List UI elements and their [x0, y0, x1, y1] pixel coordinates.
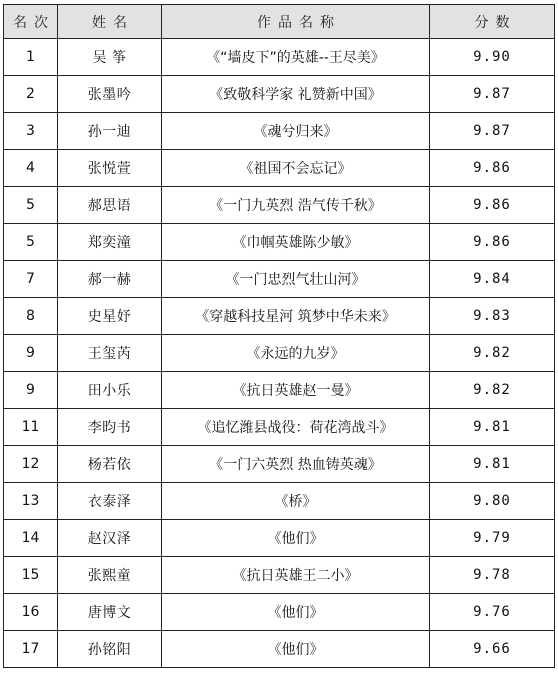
cell-score: 9.82: [430, 372, 555, 409]
cell-score: 9.84: [430, 261, 555, 298]
cell-score: 9.86: [430, 150, 555, 187]
cell-name: 吴 筝: [58, 39, 162, 76]
table-row: [4, 224, 555, 261]
cell-rank: 1: [4, 39, 58, 76]
cell-title: 《“墙皮下”的英雄--王尽美》: [162, 39, 430, 76]
cell-score: 9.66: [430, 631, 555, 668]
cell-score: 9.79: [430, 520, 555, 557]
cell-title: 《追忆潍县战役：荷花湾战斗》: [162, 409, 430, 446]
table-row: [4, 594, 555, 631]
cell-name: 唐博文: [58, 594, 162, 631]
cell-name: 张悦萱: [58, 150, 162, 187]
table-row: [4, 39, 555, 76]
cell-rank: 14: [4, 520, 58, 557]
cell-rank: 4: [4, 150, 58, 187]
table-row: [4, 298, 555, 335]
cell-rank: 5: [4, 224, 58, 261]
cell-score: 9.82: [430, 335, 555, 372]
cell-rank: 9: [4, 335, 58, 372]
table-row: [4, 557, 555, 594]
cell-rank: 13: [4, 483, 58, 520]
cell-title: 《魂兮归来》: [162, 113, 430, 150]
table-row: [4, 372, 555, 409]
cell-name: 郑奕潼: [58, 224, 162, 261]
header-rank: 名次: [4, 5, 58, 39]
table-row: [4, 520, 555, 557]
cell-title: 《抗日英雄赵一曼》: [162, 372, 430, 409]
cell-title: 《巾帼英雄陈少敏》: [162, 224, 430, 261]
cell-name: 李昀书: [58, 409, 162, 446]
table-row: [4, 261, 555, 298]
cell-rank: 12: [4, 446, 58, 483]
cell-score: 9.76: [430, 594, 555, 631]
cell-title: 《祖国不会忘记》: [162, 150, 430, 187]
cell-rank: 9: [4, 372, 58, 409]
cell-title: 《一门九英烈 浩气传千秋》: [162, 187, 430, 224]
header-score: 分数: [430, 5, 555, 39]
table-row: [4, 446, 555, 483]
cell-name: 张墨吟: [58, 76, 162, 113]
cell-name: 杨若依: [58, 446, 162, 483]
cell-score: 9.90: [430, 39, 555, 76]
cell-score: 9.87: [430, 76, 555, 113]
cell-name: 赵汉泽: [58, 520, 162, 557]
cell-title: 《穿越科技星河 筑梦中华未来》: [162, 298, 430, 335]
cell-score: 9.86: [430, 224, 555, 261]
cell-rank: 11: [4, 409, 58, 446]
table-row: [4, 631, 555, 668]
table-row: [4, 76, 555, 113]
cell-title: 《他们》: [162, 631, 430, 668]
cell-rank: 17: [4, 631, 58, 668]
cell-score: 9.86: [430, 187, 555, 224]
cell-name: 衣泰泽: [58, 483, 162, 520]
table-row: [4, 409, 555, 446]
header-name: 姓名: [58, 5, 162, 39]
cell-title: 《一门忠烈气壮山河》: [162, 261, 430, 298]
cell-name: 郝思语: [58, 187, 162, 224]
cell-name: 孙铭阳: [58, 631, 162, 668]
cell-title: 《他们》: [162, 594, 430, 631]
cell-rank: 8: [4, 298, 58, 335]
cell-rank: 16: [4, 594, 58, 631]
cell-name: 张熙童: [58, 557, 162, 594]
cell-title: 《一门六英烈 热血铸英魂》: [162, 446, 430, 483]
cell-score: 9.80: [430, 483, 555, 520]
cell-name: 王玺芮: [58, 335, 162, 372]
cell-title: 《致敬科学家 礼赞新中国》: [162, 76, 430, 113]
table-header: [4, 5, 555, 39]
table-row: [4, 483, 555, 520]
cell-score: 9.87: [430, 113, 555, 150]
cell-title: 《抗日英雄王二小》: [162, 557, 430, 594]
cell-score: 9.83: [430, 298, 555, 335]
cell-name: 田小乐: [58, 372, 162, 409]
cell-rank: 5: [4, 187, 58, 224]
cell-rank: 3: [4, 113, 58, 150]
cell-name: 孙一迪: [58, 113, 162, 150]
header-title: 作品名称: [162, 5, 430, 39]
results-table: [3, 4, 555, 668]
table-row: [4, 113, 555, 150]
table-row: [4, 187, 555, 224]
cell-rank: 2: [4, 76, 58, 113]
cell-title: 《桥》: [162, 483, 430, 520]
cell-score: 9.78: [430, 557, 555, 594]
table-body: [4, 39, 555, 668]
header-row: [4, 5, 555, 39]
cell-rank: 7: [4, 261, 58, 298]
cell-rank: 15: [4, 557, 58, 594]
cell-name: 郝一赫: [58, 261, 162, 298]
cell-score: 9.81: [430, 409, 555, 446]
table-row: [4, 335, 555, 372]
table-row: [4, 150, 555, 187]
cell-title: 《永远的九岁》: [162, 335, 430, 372]
cell-name: 史星妤: [58, 298, 162, 335]
cell-title: 《他们》: [162, 520, 430, 557]
cell-score: 9.81: [430, 446, 555, 483]
